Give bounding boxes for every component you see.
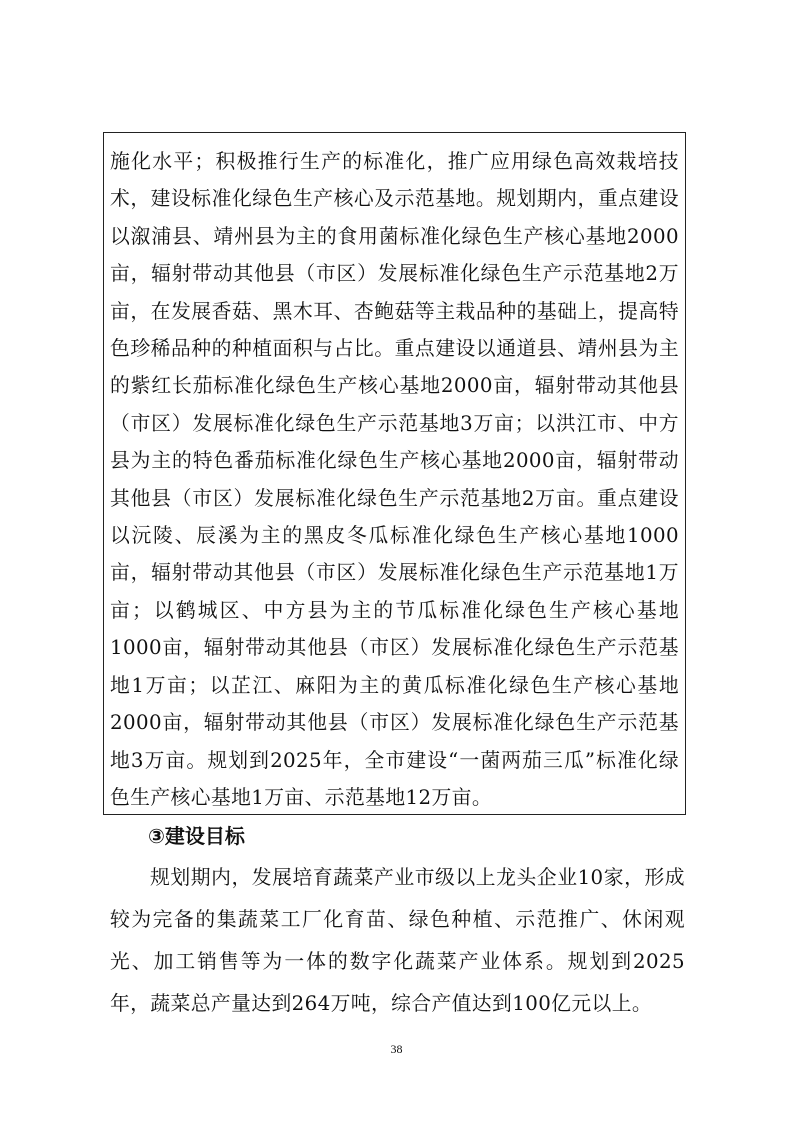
body-paragraph: 规划期内，发展培育蔬菜产业市级以上龙头企业10家，形成较为完备的集蔬菜工厂化育苗、绿色种植、示范推广、休闲观光、加工销售等为一体的数字化蔬菜产业体系。规划到2025年，蔬菜总产量达到264万吨，综合产值达到100亿元以上。 [110, 866, 685, 1015]
section-heading: ③建设目标 [148, 824, 245, 848]
boxed-paragraph: 施化水平；积极推行生产的标准化，推广应用绿色高效栽培技术，建设标准化绿色生产核心及示范基地。规划期内，重点建设以溆浦县、靖州县为主的食用菌标准化绿色生产核心基地2000亩，辐射带动其他县（市区）发展标准化绿色生产示范基地2万亩，在发展香菇、黑木耳、杏鲍菇等主栽品种的基础上，提高特色珍稀品种的种植面积与占比。重点建设以通道县、靖州县为主的紫红长茄标准化绿色生产核心基地2000亩，辐射带动其他县（市区）发展标准化绿色生产示范基地3万亩；以洪江市、中方县为主的特色番茄标准化绿色生产核心基地2000亩，辐射带动其他县（市区）发展标准化绿色生产示范基地2万亩。重点建设以沅陵、辰溪为主的黑皮冬瓜标准化绿色生产核心基地1000亩，辐射带动其他县（市区）发展标准化绿色生产示范基地1万亩；以鹤城区、中方县为主的节瓜标准化绿色生产核心基地1000亩，辐射带动其他县（市区）发展标准化绿色生产示范基地1万亩；以芷江、麻阳为主的黄瓜标准化绿色生产核心基地2000亩，辐射带动其他县（市区）发展标准化绿色生产示范基地3万亩。规划到2025年，全市建设“一菌两茄三瓜”标准化绿色生产核心基地1万亩、示范基地12万亩。 [110, 150, 679, 809]
page-number: 38 [390, 1042, 403, 1056]
boxed-text-block [103, 132, 686, 815]
